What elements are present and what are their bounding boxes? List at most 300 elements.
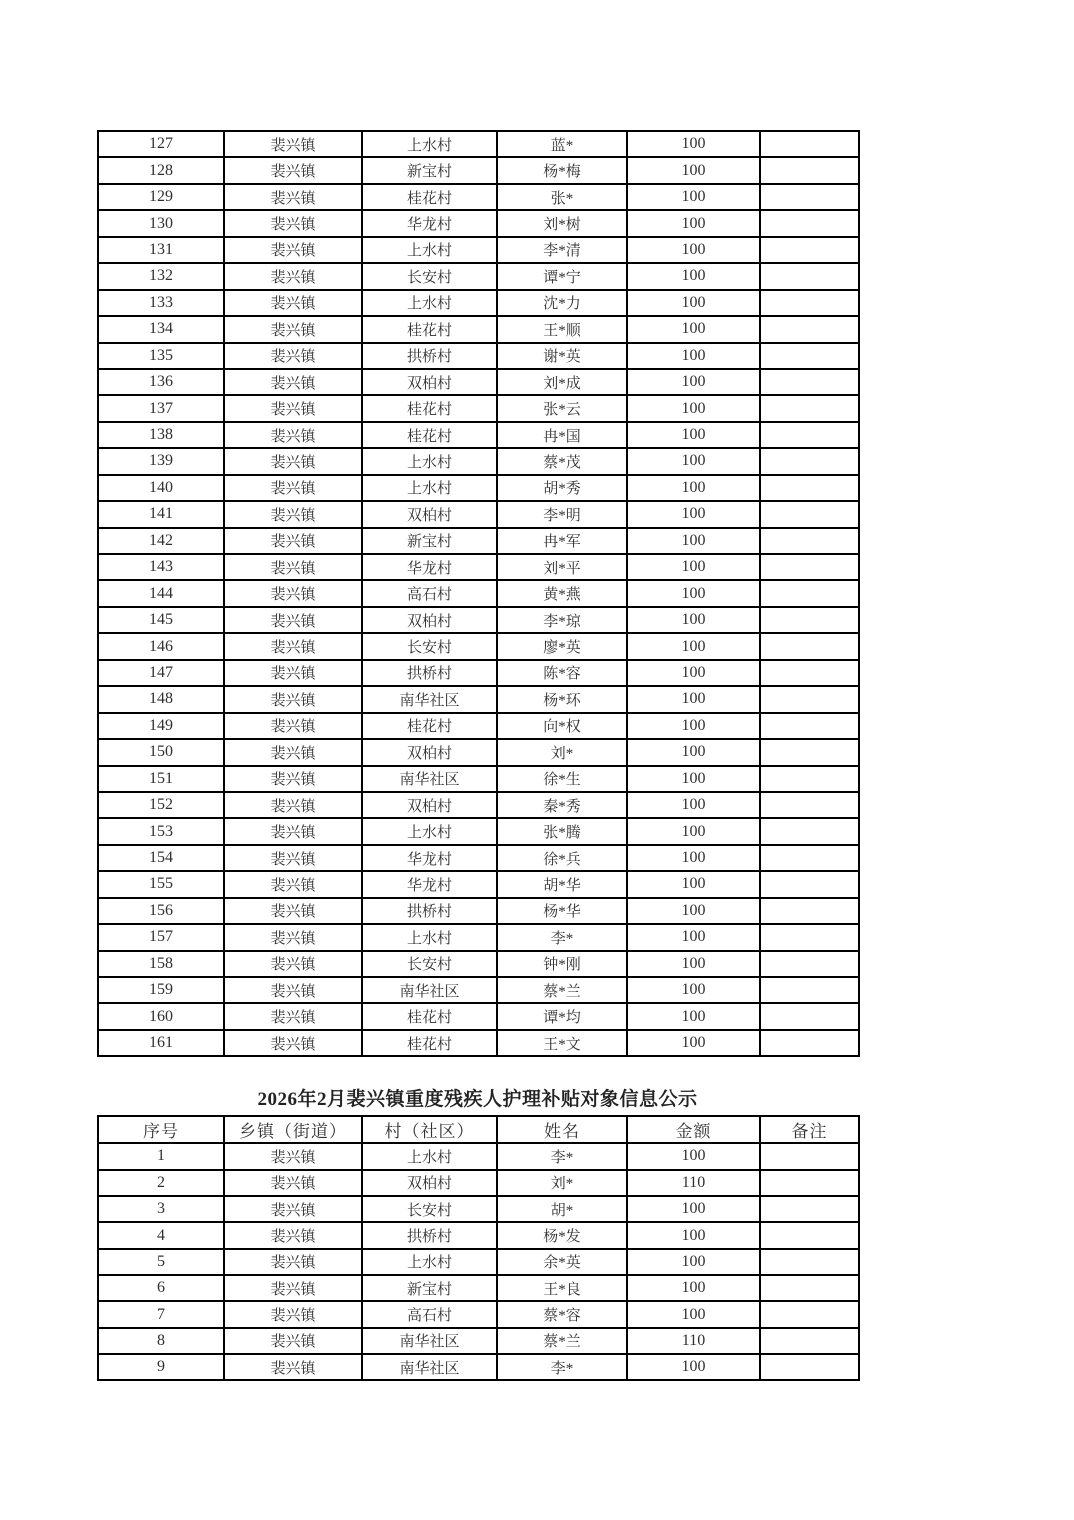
table-cell: 100: [627, 924, 760, 950]
table-cell: 刘*: [497, 1170, 627, 1196]
table-row: [98, 607, 859, 633]
table-cell: 裴兴镇: [224, 290, 362, 316]
table-cell: 钟*刚: [497, 951, 627, 977]
table-cell: [760, 845, 859, 871]
table-cell: 3: [98, 1196, 224, 1222]
table-cell: 裴兴镇: [224, 184, 362, 210]
table-row: [98, 316, 859, 342]
table-cell: 100: [627, 766, 760, 792]
table-cell: 裴兴镇: [224, 369, 362, 395]
table-cell: [760, 237, 859, 263]
table-cell: 9: [98, 1354, 224, 1380]
table-cell: [760, 528, 859, 554]
table-cell: 冉*国: [497, 422, 627, 448]
table-cell: 上水村: [362, 1143, 497, 1169]
table-cell: 150: [98, 739, 224, 765]
table-cell: 142: [98, 528, 224, 554]
table-cell: 拱桥村: [362, 660, 497, 686]
table-cell: 154: [98, 845, 224, 871]
table-cell: 136: [98, 369, 224, 395]
table-cell: 谭*均: [497, 1003, 627, 1029]
table-cell: 155: [98, 871, 224, 897]
table-cell: [760, 766, 859, 792]
table-cell: 拱桥村: [362, 1222, 497, 1248]
table-cell: 100: [627, 501, 760, 527]
table-cell: 127: [98, 131, 224, 157]
table-cell: 蔡*兰: [497, 977, 627, 1003]
table-cell: 100: [627, 395, 760, 421]
table-cell: [760, 1003, 859, 1029]
table-row: [98, 501, 859, 527]
table-cell: 谢*英: [497, 343, 627, 369]
table-cell: 100: [627, 528, 760, 554]
table-cell: [760, 660, 859, 686]
table-cell: 裴兴镇: [224, 475, 362, 501]
table-cell: 南华社区: [362, 766, 497, 792]
table-cell: 裴兴镇: [224, 1003, 362, 1029]
table-cell: 拱桥村: [362, 343, 497, 369]
table-cell: 长安村: [362, 1196, 497, 1222]
table-cell: 裴兴镇: [224, 395, 362, 421]
table-cell: 100: [627, 633, 760, 659]
table-cell: [760, 343, 859, 369]
table-cell: 裴兴镇: [224, 1354, 362, 1380]
table-row: [98, 1143, 859, 1169]
table-row: [98, 157, 859, 183]
table-cell: 拱桥村: [362, 898, 497, 924]
table-cell: 100: [627, 686, 760, 712]
table-cell: 杨*梅: [497, 157, 627, 183]
table-cell: 148: [98, 686, 224, 712]
table-cell: 100: [627, 580, 760, 606]
table-cell: 157: [98, 924, 224, 950]
table-cell: 胡*华: [497, 871, 627, 897]
table-cell: [760, 951, 859, 977]
table-cell: [760, 1301, 859, 1327]
table-cell: 裴兴镇: [224, 316, 362, 342]
table-cell: 蔡*兰: [497, 1328, 627, 1354]
table-cell: 双柏村: [362, 1170, 497, 1196]
table-cell: 5: [98, 1249, 224, 1275]
table-cell: [760, 395, 859, 421]
table-cell: 100: [627, 237, 760, 263]
table-cell: 裴兴镇: [224, 1196, 362, 1222]
table-cell: 100: [627, 1275, 760, 1301]
subsidy-table-february-body: [98, 1143, 859, 1380]
table-cell: 100: [627, 607, 760, 633]
table-cell: 8: [98, 1328, 224, 1354]
table-cell: [760, 633, 859, 659]
table-cell: 7: [98, 1301, 224, 1327]
table-cell: 137: [98, 395, 224, 421]
table-cell: 134: [98, 316, 224, 342]
table-cell: 裴兴镇: [224, 924, 362, 950]
table-cell: 高石村: [362, 1301, 497, 1327]
table-cell: 100: [627, 554, 760, 580]
table-cell: 蔡*茂: [497, 448, 627, 474]
table-cell: 李*明: [497, 501, 627, 527]
table-cell: 刘*树: [497, 210, 627, 236]
table-cell: 100: [627, 713, 760, 739]
table-cell: 160: [98, 1003, 224, 1029]
table-cell: 华龙村: [362, 871, 497, 897]
table-cell: [760, 422, 859, 448]
table-cell: 余*英: [497, 1249, 627, 1275]
table-cell: 上水村: [362, 131, 497, 157]
table-cell: [760, 580, 859, 606]
table-cell: 蓝*: [497, 131, 627, 157]
table-cell: 李*琼: [497, 607, 627, 633]
table-cell: [760, 184, 859, 210]
table-cell: 裴兴镇: [224, 1301, 362, 1327]
table-cell: 100: [627, 343, 760, 369]
table-cell: [760, 1249, 859, 1275]
table-row: [98, 263, 859, 289]
table-cell: 裴兴镇: [224, 951, 362, 977]
table-cell: 徐*生: [497, 766, 627, 792]
table-row: [98, 633, 859, 659]
table-row: [98, 184, 859, 210]
table-cell: 桂花村: [362, 395, 497, 421]
table-cell: 华龙村: [362, 210, 497, 236]
table-cell: 刘*: [497, 739, 627, 765]
table-cell: 华龙村: [362, 845, 497, 871]
table-row: [98, 713, 859, 739]
table-cell: 徐*兵: [497, 845, 627, 871]
table-cell: [760, 739, 859, 765]
table-cell: 100: [627, 1354, 760, 1380]
table-row: [98, 1003, 859, 1029]
table-cell: 151: [98, 766, 224, 792]
table-cell: [760, 977, 859, 1003]
table-cell: 100: [627, 977, 760, 1003]
table-cell: 黄*燕: [497, 580, 627, 606]
table-header-row: [98, 1116, 859, 1143]
table-row: [98, 1222, 859, 1248]
table-cell: 裴兴镇: [224, 448, 362, 474]
table-row: [98, 528, 859, 554]
table-cell: 149: [98, 713, 224, 739]
table-cell: 上水村: [362, 924, 497, 950]
table-cell: 100: [627, 818, 760, 844]
table-cell: 长安村: [362, 633, 497, 659]
table-cell: [760, 1328, 859, 1354]
table-cell: 杨*华: [497, 898, 627, 924]
table-cell: 100: [627, 1249, 760, 1275]
table-row: [98, 131, 859, 157]
table-cell: 4: [98, 1222, 224, 1248]
table-cell: [760, 924, 859, 950]
table-cell: 李*: [497, 1354, 627, 1380]
table-row: [98, 237, 859, 263]
table-row: [98, 210, 859, 236]
table-row: [98, 898, 859, 924]
table-cell: 桂花村: [362, 1003, 497, 1029]
table-cell: 100: [627, 210, 760, 236]
table-cell: 158: [98, 951, 224, 977]
table-cell: [760, 871, 859, 897]
table-row: [98, 448, 859, 474]
table-cell: 裴兴镇: [224, 1222, 362, 1248]
table-cell: 裴兴镇: [224, 554, 362, 580]
table-cell: 裴兴镇: [224, 1143, 362, 1169]
table-row: [98, 845, 859, 871]
table-cell: 裴兴镇: [224, 898, 362, 924]
table-cell: 双柏村: [362, 607, 497, 633]
table-cell: 146: [98, 633, 224, 659]
table-cell: 156: [98, 898, 224, 924]
table-cell: 李*清: [497, 237, 627, 263]
table-cell: 裴兴镇: [224, 792, 362, 818]
table-cell: 桂花村: [362, 184, 497, 210]
table-cell: 双柏村: [362, 739, 497, 765]
table-cell: 100: [627, 290, 760, 316]
table-cell: 裴兴镇: [224, 633, 362, 659]
table-cell: [760, 1222, 859, 1248]
table-cell: 胡*: [497, 1196, 627, 1222]
table-row: [98, 766, 859, 792]
table-cell: 144: [98, 580, 224, 606]
table-cell: 152: [98, 792, 224, 818]
table-cell: 双柏村: [362, 792, 497, 818]
table-row: [98, 660, 859, 686]
table-row: [98, 1170, 859, 1196]
table-cell: 100: [627, 1301, 760, 1327]
table-cell: 100: [627, 1196, 760, 1222]
table-cell: 110: [627, 1170, 760, 1196]
table-row: [98, 290, 859, 316]
table-cell: 128: [98, 157, 224, 183]
table-cell: 杨*发: [497, 1222, 627, 1248]
table-cell: 100: [627, 660, 760, 686]
table-cell: 147: [98, 660, 224, 686]
table-row: [98, 977, 859, 1003]
col-header-note: 备注: [760, 1116, 859, 1143]
table-cell: [760, 1354, 859, 1380]
table-cell: 裴兴镇: [224, 607, 362, 633]
table-cell: 110: [627, 1328, 760, 1354]
table-cell: 双柏村: [362, 369, 497, 395]
table-cell: 100: [627, 898, 760, 924]
table-cell: 裴兴镇: [224, 131, 362, 157]
table-cell: 沈*力: [497, 290, 627, 316]
table-cell: 桂花村: [362, 713, 497, 739]
table-cell: 刘*成: [497, 369, 627, 395]
table-cell: 100: [627, 316, 760, 342]
table-cell: 裴兴镇: [224, 1249, 362, 1275]
table-cell: [760, 818, 859, 844]
table-cell: [760, 1196, 859, 1222]
table-cell: 谭*宁: [497, 263, 627, 289]
table-cell: 新宝村: [362, 1275, 497, 1301]
table-cell: 上水村: [362, 475, 497, 501]
table-cell: [760, 475, 859, 501]
subsidy-table-continued-body: [98, 131, 859, 1056]
table-cell: 100: [627, 369, 760, 395]
table-cell: 161: [98, 1030, 224, 1056]
table-cell: 100: [627, 1003, 760, 1029]
table-cell: 张*云: [497, 395, 627, 421]
table-row: [98, 343, 859, 369]
table-cell: 100: [627, 1222, 760, 1248]
table-cell: 140: [98, 475, 224, 501]
table-cell: 裴兴镇: [224, 818, 362, 844]
table-cell: 100: [627, 845, 760, 871]
table-row: [98, 580, 859, 606]
table-cell: 129: [98, 184, 224, 210]
table-row: [98, 1196, 859, 1222]
table-row: [98, 1328, 859, 1354]
table-cell: 李*: [497, 1143, 627, 1169]
table-cell: 100: [627, 871, 760, 897]
table-cell: 秦*秀: [497, 792, 627, 818]
table-cell: 上水村: [362, 818, 497, 844]
table-cell: [760, 290, 859, 316]
table-row: [98, 1030, 859, 1056]
table-cell: 裴兴镇: [224, 501, 362, 527]
table-row: [98, 369, 859, 395]
table-cell: [760, 316, 859, 342]
table-cell: 胡*秀: [497, 475, 627, 501]
table-cell: 裴兴镇: [224, 263, 362, 289]
table-cell: 廖*英: [497, 633, 627, 659]
table-cell: 裴兴镇: [224, 1170, 362, 1196]
table-row: [98, 475, 859, 501]
table-cell: 100: [627, 184, 760, 210]
table-cell: 145: [98, 607, 224, 633]
table-cell: 上水村: [362, 1249, 497, 1275]
table-cell: 华龙村: [362, 554, 497, 580]
table-cell: 132: [98, 263, 224, 289]
table-cell: 138: [98, 422, 224, 448]
table-cell: [760, 1170, 859, 1196]
table-row: [98, 1275, 859, 1301]
table-cell: 裴兴镇: [224, 713, 362, 739]
subsidy-table-february: [97, 1115, 860, 1381]
table-row: [98, 1354, 859, 1380]
col-header-seq: 序号: [98, 1116, 224, 1143]
table-cell: 桂花村: [362, 422, 497, 448]
table-cell: 裴兴镇: [224, 686, 362, 712]
table-cell: 裴兴镇: [224, 422, 362, 448]
table-cell: 南华社区: [362, 1354, 497, 1380]
table-row: [98, 686, 859, 712]
table-cell: 100: [627, 951, 760, 977]
table-cell: 张*腾: [497, 818, 627, 844]
table-cell: 裴兴镇: [224, 845, 362, 871]
table-cell: [760, 686, 859, 712]
table-cell: 上水村: [362, 237, 497, 263]
table-cell: 143: [98, 554, 224, 580]
table-row: [98, 1249, 859, 1275]
table-cell: 冉*军: [497, 528, 627, 554]
table-cell: 新宝村: [362, 157, 497, 183]
col-header-name: 姓名: [497, 1116, 627, 1143]
table-cell: 裴兴镇: [224, 237, 362, 263]
table-cell: 上水村: [362, 448, 497, 474]
table-cell: 100: [627, 475, 760, 501]
table-row: [98, 792, 859, 818]
table-cell: 裴兴镇: [224, 210, 362, 236]
table-cell: 长安村: [362, 951, 497, 977]
table-cell: [760, 1275, 859, 1301]
table-row: [98, 871, 859, 897]
table-cell: 2: [98, 1170, 224, 1196]
table-cell: [760, 210, 859, 236]
table-row: [98, 1301, 859, 1327]
table-cell: [760, 131, 859, 157]
table-cell: 100: [627, 1030, 760, 1056]
table-cell: 刘*平: [497, 554, 627, 580]
table-cell: 100: [627, 131, 760, 157]
table-cell: 蔡*容: [497, 1301, 627, 1327]
table-cell: 桂花村: [362, 316, 497, 342]
table-cell: 100: [627, 448, 760, 474]
table-cell: 133: [98, 290, 224, 316]
table-cell: [760, 157, 859, 183]
table-cell: [760, 448, 859, 474]
table-cell: 上水村: [362, 290, 497, 316]
table-cell: [760, 501, 859, 527]
table-cell: [760, 713, 859, 739]
table-cell: 桂花村: [362, 1030, 497, 1056]
table-cell: 100: [627, 422, 760, 448]
table-cell: [760, 369, 859, 395]
col-header-town: 乡镇（街道）: [224, 1116, 362, 1143]
table-cell: 长安村: [362, 263, 497, 289]
table-row: [98, 818, 859, 844]
table-cell: 杨*环: [497, 686, 627, 712]
table-cell: [760, 263, 859, 289]
table-cell: 南华社区: [362, 977, 497, 1003]
table-cell: 新宝村: [362, 528, 497, 554]
subsidy-table-continued: [97, 130, 860, 1057]
table-cell: 141: [98, 501, 224, 527]
table-cell: 135: [98, 343, 224, 369]
table-row: [98, 422, 859, 448]
table-cell: 裴兴镇: [224, 580, 362, 606]
table-cell: 裴兴镇: [224, 871, 362, 897]
table-cell: 100: [627, 263, 760, 289]
table-cell: 裴兴镇: [224, 157, 362, 183]
col-header-amount: 金额: [627, 1116, 760, 1143]
table-cell: 裴兴镇: [224, 766, 362, 792]
table-cell: 高石村: [362, 580, 497, 606]
table-cell: 6: [98, 1275, 224, 1301]
table-cell: 李*: [497, 924, 627, 950]
table-cell: 裴兴镇: [224, 1275, 362, 1301]
table-cell: 双柏村: [362, 501, 497, 527]
table-cell: 100: [627, 792, 760, 818]
table-cell: 裴兴镇: [224, 1030, 362, 1056]
table-cell: [760, 792, 859, 818]
table-cell: [760, 898, 859, 924]
table-cell: 南华社区: [362, 1328, 497, 1354]
col-header-village: 村（社区）: [362, 1116, 497, 1143]
table-cell: [760, 607, 859, 633]
table-row: [98, 951, 859, 977]
table-row: [98, 924, 859, 950]
table-row: [98, 554, 859, 580]
table-cell: 向*权: [497, 713, 627, 739]
table-cell: 130: [98, 210, 224, 236]
table-cell: 裴兴镇: [224, 977, 362, 1003]
section-title: 2026年2月裴兴镇重度残疾人护理补贴对象信息公示: [257, 1089, 698, 1111]
table-cell: 南华社区: [362, 686, 497, 712]
table-cell: 陈*容: [497, 660, 627, 686]
table-row: [98, 739, 859, 765]
table-cell: 153: [98, 818, 224, 844]
